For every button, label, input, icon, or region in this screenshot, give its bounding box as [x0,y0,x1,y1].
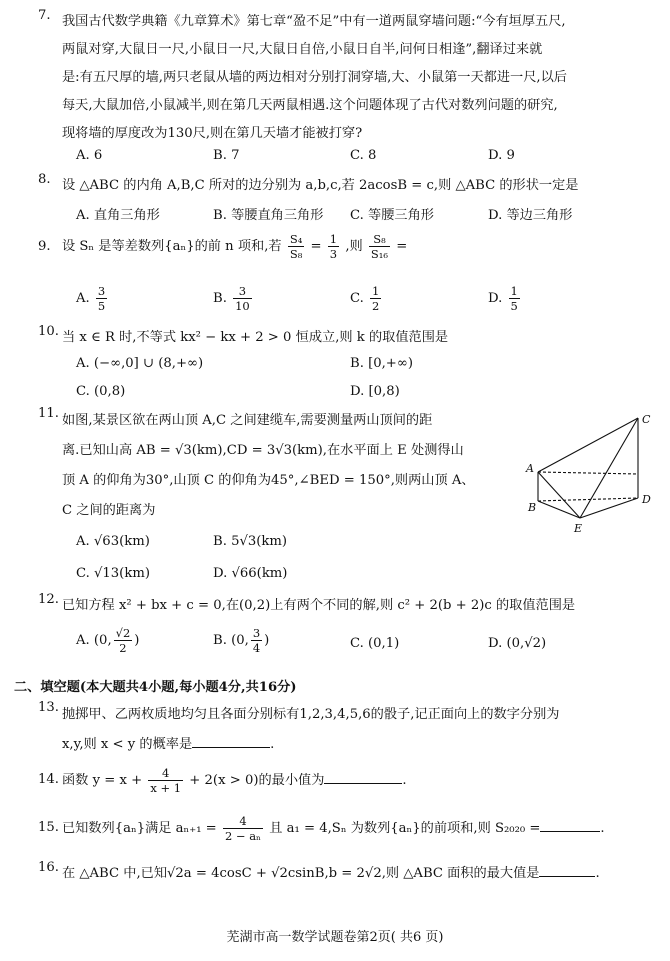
line-be [538,501,580,518]
question-number: 7. [38,8,51,23]
option-d[interactable]: D. 等边三角形 [488,208,573,223]
question-text: 设 Sₙ 是等差数列{aₙ}的前 n 项和,若 $\frac{\text{S₄}}{\text{S₈}}$ = $\frac{1}{3}$ ,则 $\frac{\text{S₈}}{\text{S₁₆}}$ = [62,232,408,261]
question-12 [38,592,656,620]
fraction: $\frac{1}{3}$ [329,232,338,261]
section-heading: 二、填空题(本大题共4小题,每小题4分,共16分) [14,680,297,695]
option-c[interactable]: C. 8 [350,148,377,163]
line-ac [538,418,638,472]
option-c[interactable]: C. (0,1) [350,636,400,651]
question-10 [38,324,656,352]
option-b[interactable]: B. $\frac{3}{10}$ [213,284,250,313]
option-b[interactable]: B. 7 [213,148,240,163]
q7-options [38,148,638,172]
question-text: 在 △ABC 中,已知√2a = 4cosC + √2csinB,b = 2√2,则 △ABC 面积的最大值是 . [62,860,656,888]
label-d: D [642,493,651,506]
answer-blank[interactable] [192,733,270,748]
fraction: $\frac{\text{S₈}}{\text{S₁₆}}$ [370,232,389,261]
q8-options [38,204,638,228]
option-a[interactable]: A. (0, $\frac{√2}{2}$ ) [76,626,140,655]
option-c[interactable]: C. $\frac{1}{2}$ [350,284,380,313]
question-7 [38,8,656,148]
page-footer: 芜湖市高一数学试题卷第2页( 共6 页) [226,930,444,945]
question-number: 10. [38,324,59,339]
question-14 [38,766,656,795]
line-ce [580,418,638,518]
option-b[interactable]: B. 等腰直角三角形 [213,208,324,223]
question-13 [38,700,656,760]
label-a: A [526,462,534,475]
question-text: 当 x ∈ R 时,不等式 kx² − kx + 2 > 0 恒成立,则 k 的取值范围是 [62,330,449,345]
q10-options-row1 [38,356,638,380]
line-ae [538,472,580,518]
question-text: 已知数列{aₙ}满足 aₙ₊₁ = $\frac{4}{\text{2 − aₙ}}$ 且 a₁ = 4,Sₙ 为数列{aₙ}的前项和,则 S₂₀₂₀ = . [62,814,605,843]
option-b[interactable]: B. 5√3(km) [213,534,288,549]
question-text: 函数 y = x + $\frac{4}{x + 1}$ + 2(x > 0)的最小值为 . [62,766,407,795]
option-a[interactable]: A. 6 [76,148,103,163]
q12-options [38,626,638,662]
question-number: 8. [38,172,51,187]
option-d[interactable]: D. √66(km) [213,566,288,581]
question-number: 14. [38,772,59,787]
label-e: E [574,522,583,534]
question-text: 设 △ABC 的内角 A,B,C 所对的边分别为 a,b,c,若 2acosB = c,则 △ABC 的形状一定是 [62,178,579,193]
line-ed [580,498,638,518]
question-text: 如图,某景区欲在两山顶 A,C 之间建缆车,需要测量两山顶间的距 离.已知山高 AB = √3(km),CD = 3√3(km),在水平面上 E 处测得山 顶 A 的仰角为30°,山顶 C 的仰角为45°,∠BED = 150°,则两山顶 A、 C 之间的距离为 [62,413,475,518]
option-c[interactable]: C. √13(km) [76,566,150,581]
label-c: C [642,413,651,426]
q9-options [38,284,638,318]
option-c[interactable]: C. 等腰三角形 [350,208,434,223]
question-11 [38,406,520,526]
question-text: 我国古代数学典籍《九章算术》第七章“盈不足”中有一道两鼠穿墙问题:“今有垣厚五尺, 两鼠对穿,大鼠日一尺,小鼠日一尺,大鼠日自倍,小鼠日自半,问何日相逢”,翻译过来就 是:有五尺厚的墙,两只老鼠从墙的两边相对分别打洞穿墙,大、小鼠第一天都进一尺,以后 每天,大鼠加倍,小鼠减半,则在第几天两鼠相遇.这个问题体现了古代对数列问题的研究, 现将墙的厚度改为130尺,则在第几天墙才能被打穿? [62,14,567,141]
question-8 [38,172,656,200]
option-a[interactable]: A. √63(km) [76,534,150,549]
question-number: 12. [38,592,59,607]
option-d[interactable]: D. [0,8) [350,384,400,399]
option-d[interactable]: D. $\frac{1}{5}$ [488,284,518,313]
answer-blank[interactable] [539,862,595,877]
option-a[interactable]: A. (−∞,0] ∪ (8,+∞) [76,356,204,371]
option-b[interactable]: B. [0,+∞) [350,356,413,371]
answer-blank[interactable] [540,817,600,832]
question-number: 16. [38,860,59,875]
option-a[interactable]: A. $\frac{3}{5}$ [76,284,106,313]
option-d[interactable]: D. 9 [488,148,515,163]
question-number: 13. [38,700,59,715]
question-15 [38,814,656,843]
option-d[interactable]: D. (0,√2) [488,636,547,651]
dashed-line [538,472,638,474]
q10-options-row2 [38,384,638,408]
mountain-figure [518,410,660,534]
option-b[interactable]: B. (0, $\frac{3}{4}$ ) [213,626,270,655]
q11-options-row1 [38,534,638,558]
question-number: 11. [38,406,59,421]
question-number: 9. [38,239,51,254]
q11-options-row2 [38,566,638,590]
answer-blank[interactable] [324,769,402,784]
label-b: B [528,501,537,514]
question-text: 已知方程 x² + bx + c = 0,在(0,2)上有两个不同的解,则 c² + 2(b + 2)c 的取值范围是 [62,598,576,613]
dashed-line-bd [538,498,638,501]
question-9 [38,232,656,261]
option-a[interactable]: A. 直角三角形 [76,208,160,223]
fraction: $\frac{\text{S₄}}{\text{S₈}}$ [289,232,303,261]
option-c[interactable]: C. (0,8) [76,384,126,399]
question-16 [38,860,656,888]
question-number: 15. [38,820,59,835]
question-text: 抛掷甲、乙两枚质地均匀且各面分别标有1,2,3,4,5,6的骰子,记正面向上的数字分别为 x,y,则 x < y 的概率是 . [62,707,560,752]
